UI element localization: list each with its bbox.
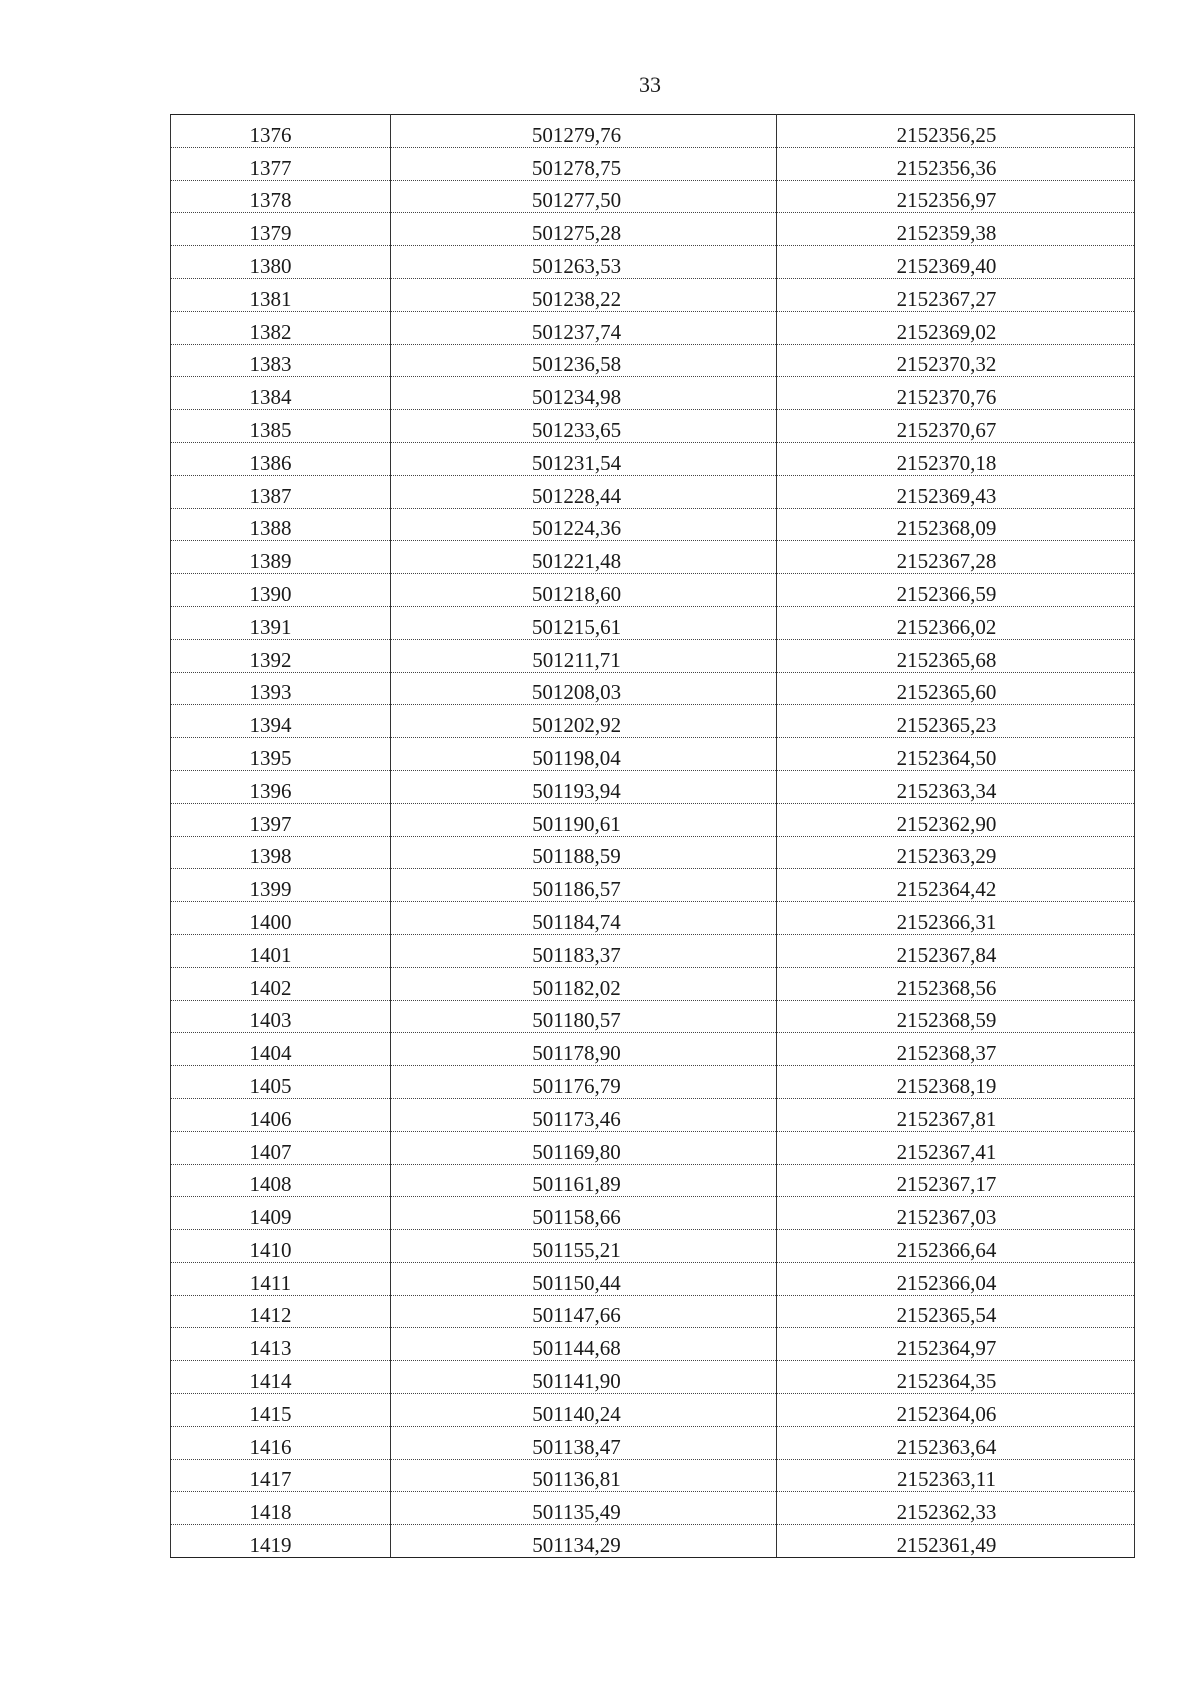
y-coordinate-cell: 2152367,84 — [777, 934, 1135, 967]
point-number-cell: 1386 — [171, 442, 391, 475]
y-coordinate-cell: 2152367,03 — [777, 1197, 1135, 1230]
x-coordinate-cell: 501221,48 — [391, 541, 777, 574]
x-coordinate-cell: 501178,90 — [391, 1033, 777, 1066]
x-coordinate-cell: 501236,58 — [391, 344, 777, 377]
x-coordinate-cell: 501158,66 — [391, 1197, 777, 1230]
y-coordinate-cell: 2152369,40 — [777, 246, 1135, 279]
x-coordinate-cell: 501176,79 — [391, 1066, 777, 1099]
point-number-cell: 1391 — [171, 606, 391, 639]
x-coordinate-cell: 501144,68 — [391, 1328, 777, 1361]
table-row — [171, 639, 1135, 672]
x-coordinate-cell: 501228,44 — [391, 475, 777, 508]
y-coordinate-cell: 2152369,02 — [777, 311, 1135, 344]
y-coordinate-cell: 2152367,81 — [777, 1098, 1135, 1131]
table-row — [171, 1492, 1135, 1525]
x-coordinate-cell: 501278,75 — [391, 147, 777, 180]
table-row — [171, 278, 1135, 311]
x-coordinate-cell: 501155,21 — [391, 1230, 777, 1263]
point-number-cell: 1395 — [171, 738, 391, 771]
y-coordinate-cell: 2152369,43 — [777, 475, 1135, 508]
point-number-cell: 1385 — [171, 410, 391, 443]
x-coordinate-cell: 501275,28 — [391, 213, 777, 246]
x-coordinate-cell: 501263,53 — [391, 246, 777, 279]
table-row — [171, 115, 1135, 148]
point-number-cell: 1415 — [171, 1394, 391, 1427]
y-coordinate-cell: 2152365,54 — [777, 1295, 1135, 1328]
point-number-cell: 1379 — [171, 213, 391, 246]
x-coordinate-cell: 501138,47 — [391, 1426, 777, 1459]
point-number-cell: 1390 — [171, 574, 391, 607]
y-coordinate-cell: 2152368,56 — [777, 967, 1135, 1000]
y-coordinate-cell: 2152370,18 — [777, 442, 1135, 475]
y-coordinate-cell: 2152363,29 — [777, 836, 1135, 869]
y-coordinate-cell: 2152368,09 — [777, 508, 1135, 541]
y-coordinate-cell: 2152366,31 — [777, 902, 1135, 935]
y-coordinate-cell: 2152356,36 — [777, 147, 1135, 180]
x-coordinate-cell: 501141,90 — [391, 1361, 777, 1394]
x-coordinate-cell: 501233,65 — [391, 410, 777, 443]
x-coordinate-cell: 501237,74 — [391, 311, 777, 344]
point-number-cell: 1400 — [171, 902, 391, 935]
table-row — [171, 574, 1135, 607]
y-coordinate-cell: 2152365,60 — [777, 672, 1135, 705]
x-coordinate-cell: 501224,36 — [391, 508, 777, 541]
table-row — [171, 1066, 1135, 1099]
x-coordinate-cell: 501134,29 — [391, 1525, 777, 1558]
y-coordinate-cell: 2152368,37 — [777, 1033, 1135, 1066]
x-coordinate-cell: 501188,59 — [391, 836, 777, 869]
x-coordinate-cell: 501208,03 — [391, 672, 777, 705]
table-row — [171, 1131, 1135, 1164]
table-row — [171, 738, 1135, 771]
table-row — [171, 1525, 1135, 1558]
y-coordinate-cell: 2152368,59 — [777, 1000, 1135, 1033]
y-coordinate-cell: 2152364,97 — [777, 1328, 1135, 1361]
table-row — [171, 869, 1135, 902]
point-number-cell: 1394 — [171, 705, 391, 738]
y-coordinate-cell: 2152362,90 — [777, 803, 1135, 836]
table-row — [171, 213, 1135, 246]
table-row — [171, 1262, 1135, 1295]
point-number-cell: 1396 — [171, 770, 391, 803]
y-coordinate-cell: 2152370,32 — [777, 344, 1135, 377]
x-coordinate-cell: 501190,61 — [391, 803, 777, 836]
point-number-cell: 1416 — [171, 1426, 391, 1459]
x-coordinate-cell: 501150,44 — [391, 1262, 777, 1295]
table-row — [171, 246, 1135, 279]
table-row — [171, 475, 1135, 508]
point-number-cell: 1406 — [171, 1098, 391, 1131]
table-row — [171, 606, 1135, 639]
x-coordinate-cell: 501215,61 — [391, 606, 777, 639]
table-row — [171, 1230, 1135, 1263]
point-number-cell: 1397 — [171, 803, 391, 836]
point-number-cell: 1407 — [171, 1131, 391, 1164]
y-coordinate-cell: 2152366,04 — [777, 1262, 1135, 1295]
table-row — [171, 1295, 1135, 1328]
y-coordinate-cell: 2152364,06 — [777, 1394, 1135, 1427]
y-coordinate-cell: 2152366,64 — [777, 1230, 1135, 1263]
x-coordinate-cell: 501183,37 — [391, 934, 777, 967]
coordinates-table — [170, 114, 1135, 1558]
y-coordinate-cell: 2152367,41 — [777, 1131, 1135, 1164]
point-number-cell: 1393 — [171, 672, 391, 705]
point-number-cell: 1401 — [171, 934, 391, 967]
point-number-cell: 1403 — [171, 1000, 391, 1033]
point-number-cell: 1405 — [171, 1066, 391, 1099]
y-coordinate-cell: 2152364,50 — [777, 738, 1135, 771]
point-number-cell: 1388 — [171, 508, 391, 541]
table-row — [171, 377, 1135, 410]
point-number-cell: 1410 — [171, 1230, 391, 1263]
x-coordinate-cell: 501147,66 — [391, 1295, 777, 1328]
y-coordinate-cell: 2152366,59 — [777, 574, 1135, 607]
x-coordinate-cell: 501193,94 — [391, 770, 777, 803]
x-coordinate-cell: 501182,02 — [391, 967, 777, 1000]
point-number-cell: 1413 — [171, 1328, 391, 1361]
y-coordinate-cell: 2152367,17 — [777, 1164, 1135, 1197]
point-number-cell: 1377 — [171, 147, 391, 180]
table-row — [171, 508, 1135, 541]
x-coordinate-cell: 501198,04 — [391, 738, 777, 771]
y-coordinate-cell: 2152363,11 — [777, 1459, 1135, 1492]
page-number: 33 — [639, 72, 661, 97]
x-coordinate-cell: 501238,22 — [391, 278, 777, 311]
y-coordinate-cell: 2152363,34 — [777, 770, 1135, 803]
table-row — [171, 1098, 1135, 1131]
x-coordinate-cell: 501184,74 — [391, 902, 777, 935]
table-row — [171, 705, 1135, 738]
table-row — [171, 1426, 1135, 1459]
y-coordinate-cell: 2152367,27 — [777, 278, 1135, 311]
table-row — [171, 180, 1135, 213]
point-number-cell: 1409 — [171, 1197, 391, 1230]
point-number-cell: 1414 — [171, 1361, 391, 1394]
table-row — [171, 803, 1135, 836]
table-row — [171, 1459, 1135, 1492]
table-row — [171, 311, 1135, 344]
y-coordinate-cell: 2152356,25 — [777, 115, 1135, 148]
point-number-cell: 1378 — [171, 180, 391, 213]
y-coordinate-cell: 2152368,19 — [777, 1066, 1135, 1099]
table-row — [171, 902, 1135, 935]
point-number-cell: 1419 — [171, 1525, 391, 1558]
y-coordinate-cell: 2152363,64 — [777, 1426, 1135, 1459]
y-coordinate-cell: 2152367,28 — [777, 541, 1135, 574]
table-row — [171, 410, 1135, 443]
point-number-cell: 1402 — [171, 967, 391, 1000]
point-number-cell: 1404 — [171, 1033, 391, 1066]
table-row — [171, 770, 1135, 803]
table-row — [171, 836, 1135, 869]
point-number-cell: 1387 — [171, 475, 391, 508]
point-number-cell: 1418 — [171, 1492, 391, 1525]
table-row — [171, 672, 1135, 705]
x-coordinate-cell: 501234,98 — [391, 377, 777, 410]
point-number-cell: 1382 — [171, 311, 391, 344]
point-number-cell: 1412 — [171, 1295, 391, 1328]
table-row — [171, 541, 1135, 574]
x-coordinate-cell: 501136,81 — [391, 1459, 777, 1492]
y-coordinate-cell: 2152370,76 — [777, 377, 1135, 410]
table-row — [171, 967, 1135, 1000]
x-coordinate-cell: 501279,76 — [391, 115, 777, 148]
point-number-cell: 1398 — [171, 836, 391, 869]
x-coordinate-cell: 501180,57 — [391, 1000, 777, 1033]
x-coordinate-cell: 501135,49 — [391, 1492, 777, 1525]
y-coordinate-cell: 2152362,33 — [777, 1492, 1135, 1525]
table-row — [171, 1328, 1135, 1361]
y-coordinate-cell: 2152365,23 — [777, 705, 1135, 738]
table-row — [171, 1394, 1135, 1427]
x-coordinate-cell: 501231,54 — [391, 442, 777, 475]
x-coordinate-cell: 501277,50 — [391, 180, 777, 213]
x-coordinate-cell: 501218,60 — [391, 574, 777, 607]
point-number-cell: 1384 — [171, 377, 391, 410]
table-row — [171, 147, 1135, 180]
y-coordinate-cell: 2152370,67 — [777, 410, 1135, 443]
point-number-cell: 1408 — [171, 1164, 391, 1197]
y-coordinate-cell: 2152364,35 — [777, 1361, 1135, 1394]
table-row — [171, 1197, 1135, 1230]
table-row — [171, 1033, 1135, 1066]
point-number-cell: 1399 — [171, 869, 391, 902]
x-coordinate-cell: 501202,92 — [391, 705, 777, 738]
y-coordinate-cell: 2152359,38 — [777, 213, 1135, 246]
x-coordinate-cell: 501140,24 — [391, 1394, 777, 1427]
x-coordinate-cell: 501186,57 — [391, 869, 777, 902]
table-row — [171, 344, 1135, 377]
table-row — [171, 1164, 1135, 1197]
point-number-cell: 1417 — [171, 1459, 391, 1492]
x-coordinate-cell: 501211,71 — [391, 639, 777, 672]
y-coordinate-cell: 2152356,97 — [777, 180, 1135, 213]
y-coordinate-cell: 2152366,02 — [777, 606, 1135, 639]
point-number-cell: 1381 — [171, 278, 391, 311]
point-number-cell: 1411 — [171, 1262, 391, 1295]
table-row — [171, 934, 1135, 967]
table-body — [171, 115, 1135, 1558]
x-coordinate-cell: 501169,80 — [391, 1131, 777, 1164]
point-number-cell: 1380 — [171, 246, 391, 279]
point-number-cell: 1392 — [171, 639, 391, 672]
table-row — [171, 442, 1135, 475]
y-coordinate-cell: 2152361,49 — [777, 1525, 1135, 1558]
table-row — [171, 1361, 1135, 1394]
y-coordinate-cell: 2152365,68 — [777, 639, 1135, 672]
point-number-cell: 1383 — [171, 344, 391, 377]
x-coordinate-cell: 501173,46 — [391, 1098, 777, 1131]
point-number-cell: 1376 — [171, 115, 391, 148]
point-number-cell: 1389 — [171, 541, 391, 574]
table-row — [171, 1000, 1135, 1033]
x-coordinate-cell: 501161,89 — [391, 1164, 777, 1197]
y-coordinate-cell: 2152364,42 — [777, 869, 1135, 902]
